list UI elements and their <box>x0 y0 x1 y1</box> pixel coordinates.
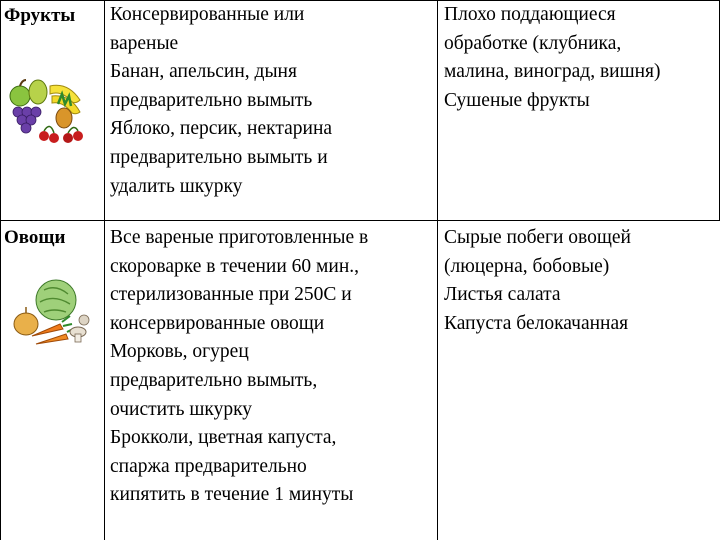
text-line: Листья салата <box>444 284 561 306</box>
vegetables-icon <box>10 274 92 346</box>
fruit-basket-icon <box>6 78 90 146</box>
text-line: предварительно вымыть <box>110 89 313 111</box>
text-line: вареные <box>110 32 179 54</box>
fruits-allowed-cell <box>110 1 332 201</box>
text-line: малина, виноград, вишня) <box>444 61 661 83</box>
vegetables-allowed-cell <box>110 224 368 510</box>
text-line: Консервированные или <box>110 4 305 25</box>
table-row-divider <box>0 220 720 221</box>
text-line: (люцерна, бобовые) <box>444 255 610 277</box>
text-line: Сырые побеги овощей <box>444 227 631 248</box>
table-column-divider-2 <box>437 0 438 540</box>
text-line: кипятить в течение 1 минуты <box>110 484 354 506</box>
text-line: обработке (клубника, <box>444 32 622 54</box>
text-line: Все вареные приготовленные в <box>110 227 369 248</box>
text-line: Яблоко, персик, нектарина <box>110 118 333 140</box>
row-label-fruits: Фрукты <box>4 5 76 26</box>
text-line: спаржа предварительно <box>110 455 307 477</box>
text-line: Сушеные фрукты <box>444 89 590 111</box>
table-border-left <box>0 0 1 540</box>
text-line: стерилизованные при 250С и <box>110 284 352 306</box>
row-label-vegetables: Овощи <box>4 227 66 248</box>
text-line: скороварке в течении 60 мин., <box>110 255 360 277</box>
table-column-divider-1 <box>104 0 105 540</box>
text-line: Морковь, огурец <box>110 341 249 363</box>
text-line: очистить шкурку <box>110 398 253 420</box>
text-line: предварительно вымыть, <box>110 369 318 391</box>
text-line: Капуста белокачанная <box>444 312 629 334</box>
text-line: предварительно вымыть и <box>110 146 328 168</box>
text-line: Брокколи, цветная капуста, <box>110 427 337 449</box>
vegetables-avoid-cell <box>444 224 631 338</box>
fruits-avoid-cell <box>444 1 661 115</box>
text-line: консервированные овощи <box>110 312 325 334</box>
text-line: Плохо поддающиеся <box>444 4 616 25</box>
text-line: удалить шкурку <box>110 175 243 197</box>
text-line: Банан, апельсин, дыня <box>110 61 297 83</box>
